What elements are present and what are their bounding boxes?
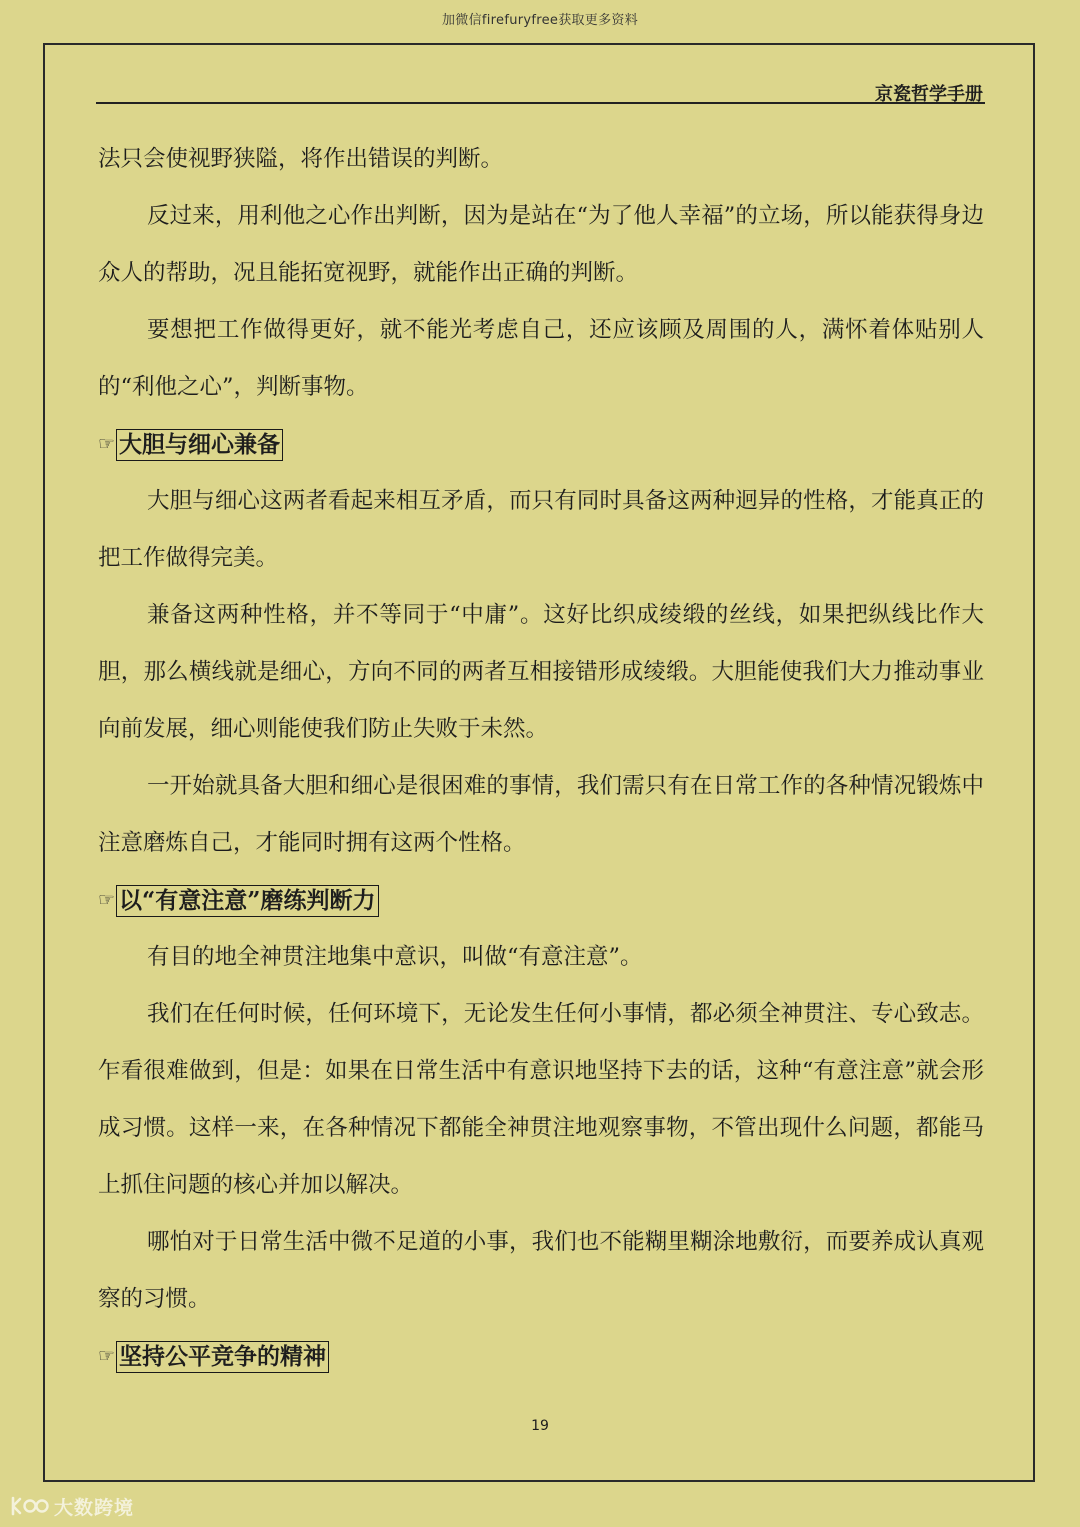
- pointing-hand-icon: ☞: [98, 1345, 116, 1367]
- body-content: [98, 131, 984, 1385]
- section-heading-2: [98, 872, 984, 929]
- paragraph: 兼备这两种性格，并不等同于“中庸”。这好比织成绫缎的丝线，如果把纵线比作大胆，那么横线就是细心，方向不同的两者互相接错形成绫缎。大胆能使我们大力推动事业向前发展，细心则能使我们防止失败于未然。: [98, 602, 984, 742]
- paragraph: 反过来，用利他之心作出判断，因为是站在“为了他人幸福”的立场，所以能获得身边众人的帮助，况且能拓宽视野，就能作出正确的判断。: [98, 203, 984, 286]
- paragraph: 大胆与细心这两者看起来相互矛盾，而只有同时具备这两种迥异的性格，才能真正的把工作做得完美。: [98, 488, 984, 571]
- paragraph: 要想把工作做得更好，就不能光考虑自己，还应该顾及周围的人，满怀着体贴别人的“利他之心”，判断事物。: [98, 317, 984, 400]
- paragraph: 有目的地全神贯注地集中意识，叫做“有意注意”。: [147, 944, 643, 970]
- header-rule: [96, 102, 985, 104]
- paragraph: 哪怕对于日常生活中微不足道的小事，我们也不能糊里糊涂地敷衍，而要养成认真观察的习惯。: [98, 1229, 984, 1312]
- section-heading-text: 以“有意注意”磨练判断力: [116, 885, 378, 917]
- pointing-hand-icon: ☞: [98, 433, 116, 455]
- pointing-hand-icon: ☞: [98, 889, 116, 911]
- top-note: 加微信firefuryfree获取更多资料: [441, 13, 639, 28]
- paragraph-continuation: 法只会使视野狭隘，将作出错误的判断。: [98, 146, 504, 172]
- section-heading-3: [98, 1328, 984, 1385]
- paragraph: 一开始就具备大胆和细心是很困难的事情，我们需只有在日常工作的各种情况锻炼中注意磨炼自己，才能同时拥有这两个性格。: [98, 773, 984, 856]
- section-heading-text: 坚持公平竞争的精神: [116, 1341, 329, 1373]
- watermark: [10, 1492, 134, 1520]
- running-header-title: 京瓷哲学手册: [875, 84, 983, 105]
- paragraph: 我们在任何时候，任何环境下，无论发生任何小事情，都必须全神贯注、专心致志。乍看很难做到，但是：如果在日常生活中有意识地坚持下去的话，这种“有意注意”就会形成习惯。这样一来，在各种情况下都能全神贯注地观察事物，不管出现什么问题，都能马上抓住问题的核心并加以解决。: [98, 1001, 984, 1198]
- page-number: 19: [531, 1418, 549, 1434]
- section-heading-text: 大胆与细心兼备: [116, 429, 283, 461]
- kdd-logo-icon: [10, 1495, 50, 1517]
- watermark-text: 大数跨境: [54, 1496, 135, 1519]
- section-heading-1: [98, 416, 984, 473]
